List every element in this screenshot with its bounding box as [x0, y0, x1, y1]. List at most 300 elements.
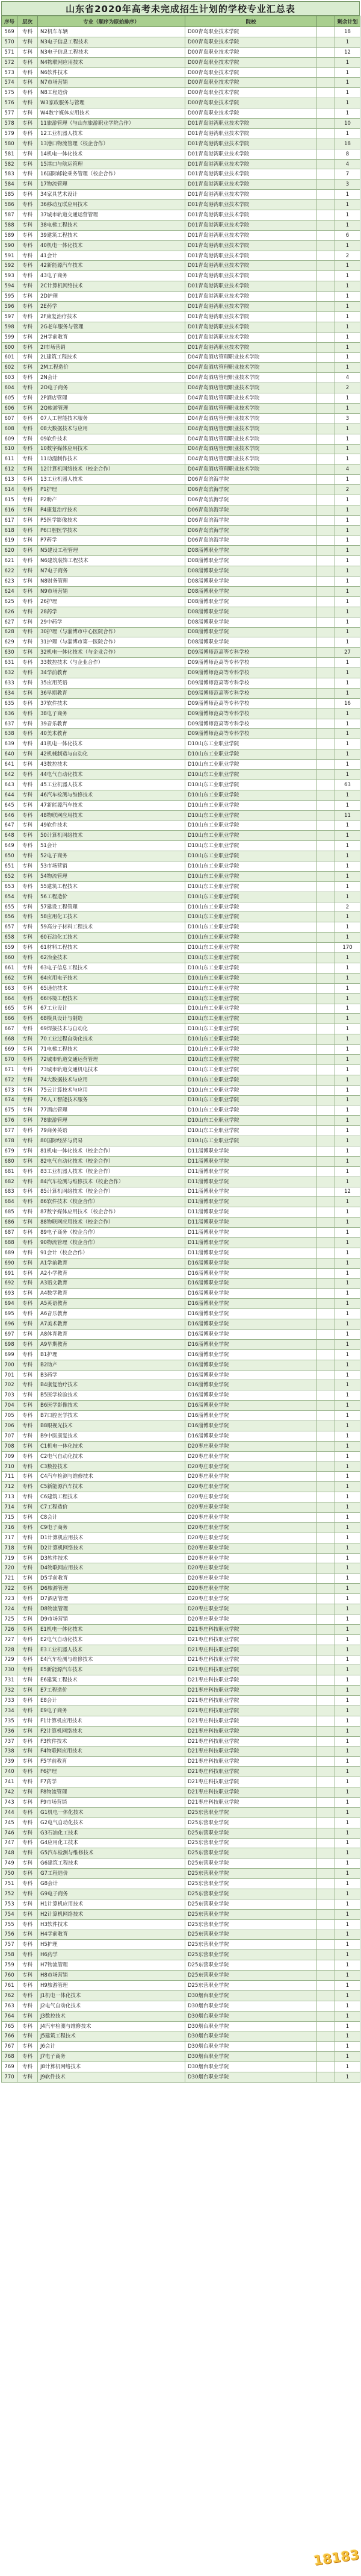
cell-major: 12工业机器人技术	[38, 128, 185, 139]
cell-blank	[317, 1869, 335, 1879]
cell-index: 724	[2, 1604, 17, 1615]
table-row	[2, 1177, 360, 1187]
cell-level: 专科	[17, 1909, 38, 1919]
table-row	[2, 1665, 360, 1675]
cell-major: P1护理	[38, 485, 185, 495]
cell-level: 专科	[17, 973, 38, 983]
cell-remaining: 1	[335, 1981, 360, 1991]
table-row	[2, 271, 360, 281]
cell-blank	[317, 1431, 335, 1441]
cell-index: 623	[2, 577, 17, 587]
cell-blank	[317, 1004, 335, 1014]
cell-blank	[317, 1441, 335, 1451]
cell-major: 2Q旅游管理	[38, 403, 185, 413]
cell-remaining: 1	[335, 2021, 360, 2031]
cell-index: 611	[2, 454, 17, 464]
cell-remaining: 1	[335, 190, 360, 200]
cell-level: 专科	[17, 1421, 38, 1431]
cell-index: 650	[2, 851, 17, 861]
cell-remaining: 1	[335, 1675, 360, 1686]
cell-level: 专科	[17, 1431, 38, 1441]
table-row	[2, 67, 360, 78]
table-row	[2, 1533, 360, 1543]
table-row	[2, 292, 360, 302]
cell-blank	[317, 1075, 335, 1085]
cell-level: 专科	[17, 2011, 38, 2021]
table-row	[2, 1258, 360, 1268]
cell-remaining: 1	[335, 210, 360, 220]
cell-blank	[317, 240, 335, 251]
cell-index: 717	[2, 1533, 17, 1543]
cell-school: D06青岛滨海学院	[185, 536, 317, 546]
cell-blank	[317, 1136, 335, 1146]
table-row	[2, 1278, 360, 1289]
table-row	[2, 240, 360, 251]
cell-index: 624	[2, 586, 17, 596]
cell-level: 专科	[17, 88, 38, 98]
table-row	[2, 454, 360, 464]
cell-major: H7物流管理	[38, 1960, 185, 1971]
cell-school: D20枣庄职业学院	[185, 1482, 317, 1492]
cell-level: 专科	[17, 1054, 38, 1064]
cell-major: 43电子商务	[38, 271, 185, 281]
cell-major: A6音乐教育	[38, 1309, 185, 1319]
cell-major: A1学前教育	[38, 1258, 185, 1268]
cell-remaining: 1	[335, 1146, 360, 1156]
cell-major: H8市场营销	[38, 1971, 185, 1981]
cell-index: 739	[2, 1757, 17, 1767]
cell-major: H2计算机网络技术	[38, 1909, 185, 1919]
cell-index: 610	[2, 444, 17, 454]
cell-school: D04青岛酒店管理职业技术学院	[185, 352, 317, 363]
cell-remaining: 1	[335, 841, 360, 851]
page-title: 山东省2020年高考未完成招生计划的学校专业汇总表	[1, 1, 360, 16]
cell-blank	[317, 586, 335, 596]
plan-table	[1, 16, 360, 2083]
cell-major: 58应用化工技术	[38, 912, 185, 922]
cell-remaining: 8	[335, 149, 360, 159]
cell-remaining: 1	[335, 1686, 360, 1696]
cell-blank	[317, 200, 335, 210]
cell-school: D30烟台职业学院	[185, 2072, 317, 2083]
cell-school: D20枣庄职业学院	[185, 1614, 317, 1624]
cell-major: 67工业设计	[38, 1004, 185, 1014]
cell-major: 64应用电子技术	[38, 973, 185, 983]
cell-level: 专科	[17, 1034, 38, 1045]
cell-index: 662	[2, 973, 17, 983]
cell-blank	[317, 1370, 335, 1380]
cell-index: 728	[2, 1645, 17, 1655]
cell-remaining: 1	[335, 1421, 360, 1431]
table-row	[2, 1919, 360, 1930]
cell-remaining: 1	[335, 1095, 360, 1105]
cell-remaining: 1	[335, 770, 360, 780]
cell-remaining: 1	[335, 922, 360, 933]
table-row	[2, 1828, 360, 1838]
cell-school: D08淄博职业学院	[185, 546, 317, 556]
table-row	[2, 1441, 360, 1451]
cell-level: 专科	[17, 902, 38, 912]
cell-school: D25东营职业学院	[185, 1919, 317, 1930]
cell-major: 61材料工程技术	[38, 943, 185, 953]
cell-major: 81机电一体化技术（校企合作）	[38, 1146, 185, 1156]
table-row	[2, 1584, 360, 1594]
table-row	[2, 841, 360, 851]
cell-school: D20枣庄职业学院	[185, 1594, 317, 1604]
cell-remaining: 1	[335, 2001, 360, 2011]
cell-index: 760	[2, 1971, 17, 1981]
cell-level: 专科	[17, 1736, 38, 1746]
cell-school: D10山东工业职业学院	[185, 963, 317, 973]
cell-blank	[317, 1339, 335, 1349]
cell-major: B8眼视光技术	[38, 1421, 185, 1431]
cell-blank	[317, 1014, 335, 1024]
cell-remaining: 1	[335, 617, 360, 627]
cell-remaining: 1	[335, 1624, 360, 1634]
cell-level: 专科	[17, 1289, 38, 1299]
cell-remaining: 1	[335, 1004, 360, 1014]
cell-blank	[317, 88, 335, 98]
cell-blank	[317, 1604, 335, 1615]
table-row	[2, 973, 360, 983]
cell-major: 74大数据技术与应用	[38, 1075, 185, 1085]
cell-school: D01青岛港湾职业技术学院	[185, 210, 317, 220]
table-row	[2, 983, 360, 993]
cell-major: 60石油化工技术	[38, 933, 185, 943]
cell-level: 专科	[17, 1177, 38, 1187]
table-row	[2, 475, 360, 485]
cell-blank	[317, 831, 335, 841]
cell-major: D9市场营销	[38, 1614, 185, 1624]
cell-blank	[317, 1686, 335, 1696]
table-row	[2, 1726, 360, 1736]
cell-remaining: 1	[335, 861, 360, 872]
cell-level: 专科	[17, 169, 38, 180]
cell-remaining: 1	[335, 831, 360, 841]
table-row	[2, 1064, 360, 1075]
cell-blank	[317, 993, 335, 1004]
cell-blank	[317, 525, 335, 536]
cell-school: D16淄博职业学院	[185, 1390, 317, 1401]
cell-major: G3石油化工技术	[38, 1828, 185, 1838]
table-row	[2, 505, 360, 515]
cell-level: 专科	[17, 200, 38, 210]
cell-level: 专科	[17, 770, 38, 780]
cell-remaining: 1	[335, 658, 360, 668]
cell-index: 742	[2, 1787, 17, 1798]
cell-major: 43数控技术	[38, 760, 185, 770]
cell-index: 595	[2, 292, 17, 302]
cell-major: 2P酒店管理	[38, 393, 185, 404]
cell-blank	[317, 1807, 335, 1818]
cell-blank	[317, 678, 335, 689]
cell-index: 701	[2, 1370, 17, 1380]
cell-level: 专科	[17, 1889, 38, 1899]
cell-major: A5英语教育	[38, 1299, 185, 1309]
table-row	[2, 393, 360, 404]
cell-school: D25东营职业学院	[185, 1828, 317, 1838]
table-row	[2, 1299, 360, 1309]
cell-level: 专科	[17, 108, 38, 119]
cell-remaining: 1	[335, 1614, 360, 1624]
cell-blank	[317, 973, 335, 983]
table-row	[2, 1981, 360, 1991]
cell-school: D16淄博职业学院	[185, 1319, 317, 1330]
cell-blank	[317, 1462, 335, 1472]
cell-remaining: 1	[335, 1543, 360, 1553]
cell-major: 78旅游管理	[38, 1116, 185, 1126]
cell-remaining: 1	[335, 352, 360, 363]
cell-index: 757	[2, 1940, 17, 1950]
cell-remaining: 1	[335, 719, 360, 729]
cell-remaining: 1	[335, 729, 360, 739]
cell-major: 52电子商务	[38, 851, 185, 861]
cell-index: 723	[2, 1594, 17, 1604]
table-row	[2, 566, 360, 577]
table-row	[2, 1950, 360, 1960]
cell-school: D09淄博师范高等专科学校	[185, 668, 317, 678]
cell-index: 629	[2, 637, 17, 648]
cell-level: 专科	[17, 1411, 38, 1421]
cell-remaining: 1	[335, 1380, 360, 1390]
cell-index: 587	[2, 210, 17, 220]
cell-remaining: 1	[335, 302, 360, 312]
cell-school: D01青岛港湾职业技术学院	[185, 180, 317, 190]
cell-major: 38电梯工程技术	[38, 220, 185, 230]
cell-index: 656	[2, 912, 17, 922]
cell-major: G4应用化工技术	[38, 1838, 185, 1848]
cell-school: D10山东工业职业学院	[185, 933, 317, 943]
cell-blank	[317, 1594, 335, 1604]
cell-remaining: 1	[335, 393, 360, 404]
cell-index: 634	[2, 688, 17, 698]
cell-level: 专科	[17, 149, 38, 159]
cell-index: 759	[2, 1960, 17, 1971]
cell-school: D00青岛职业技术学院	[185, 57, 317, 67]
cell-level: 专科	[17, 1014, 38, 1024]
cell-blank	[317, 1502, 335, 1513]
cell-blank	[317, 1411, 335, 1421]
table-row	[2, 1971, 360, 1981]
table-row	[2, 596, 360, 607]
cell-index: 750	[2, 1869, 17, 1879]
cell-school: D16淄博职业学院	[185, 1349, 317, 1360]
cell-school: D20枣庄职业学院	[185, 1553, 317, 1563]
cell-remaining: 1	[335, 1064, 360, 1075]
table-row	[2, 1797, 360, 1807]
cell-major: F8物流管理	[38, 1787, 185, 1798]
cell-blank	[317, 1696, 335, 1706]
cell-major: D3软件技术	[38, 1553, 185, 1563]
cell-school: D25东营职业学院	[185, 1981, 317, 1991]
table-row	[2, 943, 360, 953]
cell-index: 607	[2, 413, 17, 424]
cell-index: 735	[2, 1716, 17, 1726]
table-row	[2, 1522, 360, 1533]
cell-remaining: 1	[335, 424, 360, 434]
cell-index: 613	[2, 475, 17, 485]
cell-remaining: 1	[335, 1472, 360, 1482]
cell-major: 59高分子材料工程技术	[38, 922, 185, 933]
cell-school: D10山东工业职业学院	[185, 1045, 317, 1055]
cell-remaining: 1	[335, 708, 360, 719]
table-row	[2, 1105, 360, 1116]
cell-level: 专科	[17, 1441, 38, 1451]
cell-remaining: 1	[335, 444, 360, 454]
cell-major: E6建筑工程技术	[38, 1675, 185, 1686]
col-header-remaining: 剩余计划	[335, 16, 360, 27]
cell-remaining: 1	[335, 1319, 360, 1330]
cell-remaining: 1	[335, 1197, 360, 1207]
cell-major: 40美术教育	[38, 729, 185, 739]
cell-blank	[317, 1859, 335, 1869]
cell-level: 专科	[17, 2062, 38, 2072]
cell-index: 594	[2, 281, 17, 292]
cell-school: D01青岛港湾职业技术学院	[185, 292, 317, 302]
cell-remaining: 1	[335, 1971, 360, 1981]
table-row	[2, 1330, 360, 1340]
cell-blank	[317, 851, 335, 861]
cell-major: C3数控技术	[38, 1462, 185, 1472]
cell-index: 711	[2, 1472, 17, 1482]
cell-major: C7工程造价	[38, 1502, 185, 1513]
cell-major: 73城市轨道交通机电技术	[38, 1064, 185, 1075]
cell-index: 676	[2, 1116, 17, 1126]
cell-index: 665	[2, 1004, 17, 1014]
cell-remaining: 1	[335, 88, 360, 98]
cell-blank	[317, 413, 335, 424]
cell-major: 89电子商务（校企合作）	[38, 1228, 185, 1238]
cell-school: D10山东工业职业学院	[185, 739, 317, 749]
cell-remaining: 1	[335, 1054, 360, 1064]
cell-school: D10山东工业职业学院	[185, 770, 317, 780]
cell-index: 660	[2, 953, 17, 963]
table-row	[2, 1146, 360, 1156]
cell-index: 671	[2, 1064, 17, 1075]
cell-blank	[317, 810, 335, 821]
table-row	[2, 434, 360, 444]
cell-level: 专科	[17, 1930, 38, 1940]
cell-level: 专科	[17, 841, 38, 851]
cell-index: 747	[2, 1838, 17, 1848]
cell-major: 55建筑工程技术	[38, 881, 185, 892]
cell-school: D10山东工业职业学院	[185, 1075, 317, 1085]
table-row	[2, 1909, 360, 1919]
cell-school: D21枣庄科技职业学院	[185, 1757, 317, 1767]
table-row	[2, 668, 360, 678]
table-row	[2, 1757, 360, 1767]
cell-level: 专科	[17, 403, 38, 413]
table-row	[2, 1085, 360, 1095]
cell-blank	[317, 261, 335, 271]
cell-blank	[317, 1166, 335, 1177]
table-row	[2, 1319, 360, 1330]
cell-blank	[317, 1513, 335, 1523]
table-row	[2, 963, 360, 973]
cell-major: 62冶金技术	[38, 953, 185, 963]
cell-index: 625	[2, 596, 17, 607]
cell-blank	[317, 1177, 335, 1187]
table-row	[2, 1716, 360, 1726]
cell-remaining: 1	[335, 1360, 360, 1370]
cell-index: 583	[2, 169, 17, 180]
cell-major: G6建筑工程技术	[38, 1859, 185, 1869]
cell-blank	[317, 1584, 335, 1594]
cell-level: 专科	[17, 1828, 38, 1838]
cell-school: D01青岛港湾职业技术学院	[185, 302, 317, 312]
table-row	[2, 1645, 360, 1655]
cell-index: 667	[2, 1024, 17, 1034]
cell-major: B1护理	[38, 1349, 185, 1360]
cell-school: D20枣庄职业学院	[185, 1522, 317, 1533]
cell-level: 专科	[17, 708, 38, 719]
cell-school: D25东营职业学院	[185, 1940, 317, 1950]
cell-school: D10山东工业职业学院	[185, 973, 317, 983]
cell-blank	[317, 1624, 335, 1634]
cell-remaining: 1	[335, 1950, 360, 1960]
cell-school: D21枣庄科技职业学院	[185, 1777, 317, 1787]
cell-index: 575	[2, 88, 17, 98]
cell-index: 604	[2, 383, 17, 393]
cell-index: 654	[2, 892, 17, 902]
cell-index: 664	[2, 993, 17, 1004]
cell-remaining: 1	[335, 1136, 360, 1146]
table-row	[2, 88, 360, 98]
cell-remaining: 1	[335, 637, 360, 648]
table-row	[2, 1004, 360, 1014]
cell-level: 专科	[17, 98, 38, 108]
cell-school: D09淄博师范高等专科学校	[185, 648, 317, 658]
cell-index: 744	[2, 1807, 17, 1818]
cell-index: 749	[2, 1859, 17, 1869]
cell-blank	[317, 1319, 335, 1330]
cell-blank	[317, 2001, 335, 2011]
cell-blank	[317, 1451, 335, 1462]
table-row	[2, 180, 360, 190]
cell-blank	[317, 1981, 335, 1991]
cell-school: D10山东工业职业学院	[185, 1014, 317, 1024]
cell-school: D04青岛酒店管理职业技术学院	[185, 444, 317, 454]
cell-index: 696	[2, 1319, 17, 1330]
cell-level: 专科	[17, 2031, 38, 2042]
cell-blank	[317, 1360, 335, 1370]
cell-level: 专科	[17, 1268, 38, 1278]
cell-major: 2I市场营销	[38, 342, 185, 352]
cell-school: D16淄博职业学院	[185, 1411, 317, 1421]
cell-blank	[317, 688, 335, 698]
cell-school: D09淄博师范高等专科学校	[185, 698, 317, 708]
cell-blank	[317, 1472, 335, 1482]
cell-school: D20枣庄职业学院	[185, 1584, 317, 1594]
table-row	[2, 892, 360, 902]
cell-blank	[317, 1909, 335, 1919]
table-row	[2, 729, 360, 739]
cell-level: 专科	[17, 1105, 38, 1116]
cell-remaining: 1	[335, 1899, 360, 1909]
cell-blank	[317, 1034, 335, 1045]
cell-remaining: 1	[335, 57, 360, 67]
cell-school: D25东营职业学院	[185, 1838, 317, 1848]
cell-blank	[317, 27, 335, 37]
cell-index: 761	[2, 1981, 17, 1991]
table-row	[2, 851, 360, 861]
cell-blank	[317, 1787, 335, 1798]
cell-index: 684	[2, 1197, 17, 1207]
cell-index: 737	[2, 1736, 17, 1746]
cell-blank	[317, 1492, 335, 1502]
cell-remaining: 1	[335, 1522, 360, 1533]
cell-remaining: 1	[335, 1126, 360, 1136]
